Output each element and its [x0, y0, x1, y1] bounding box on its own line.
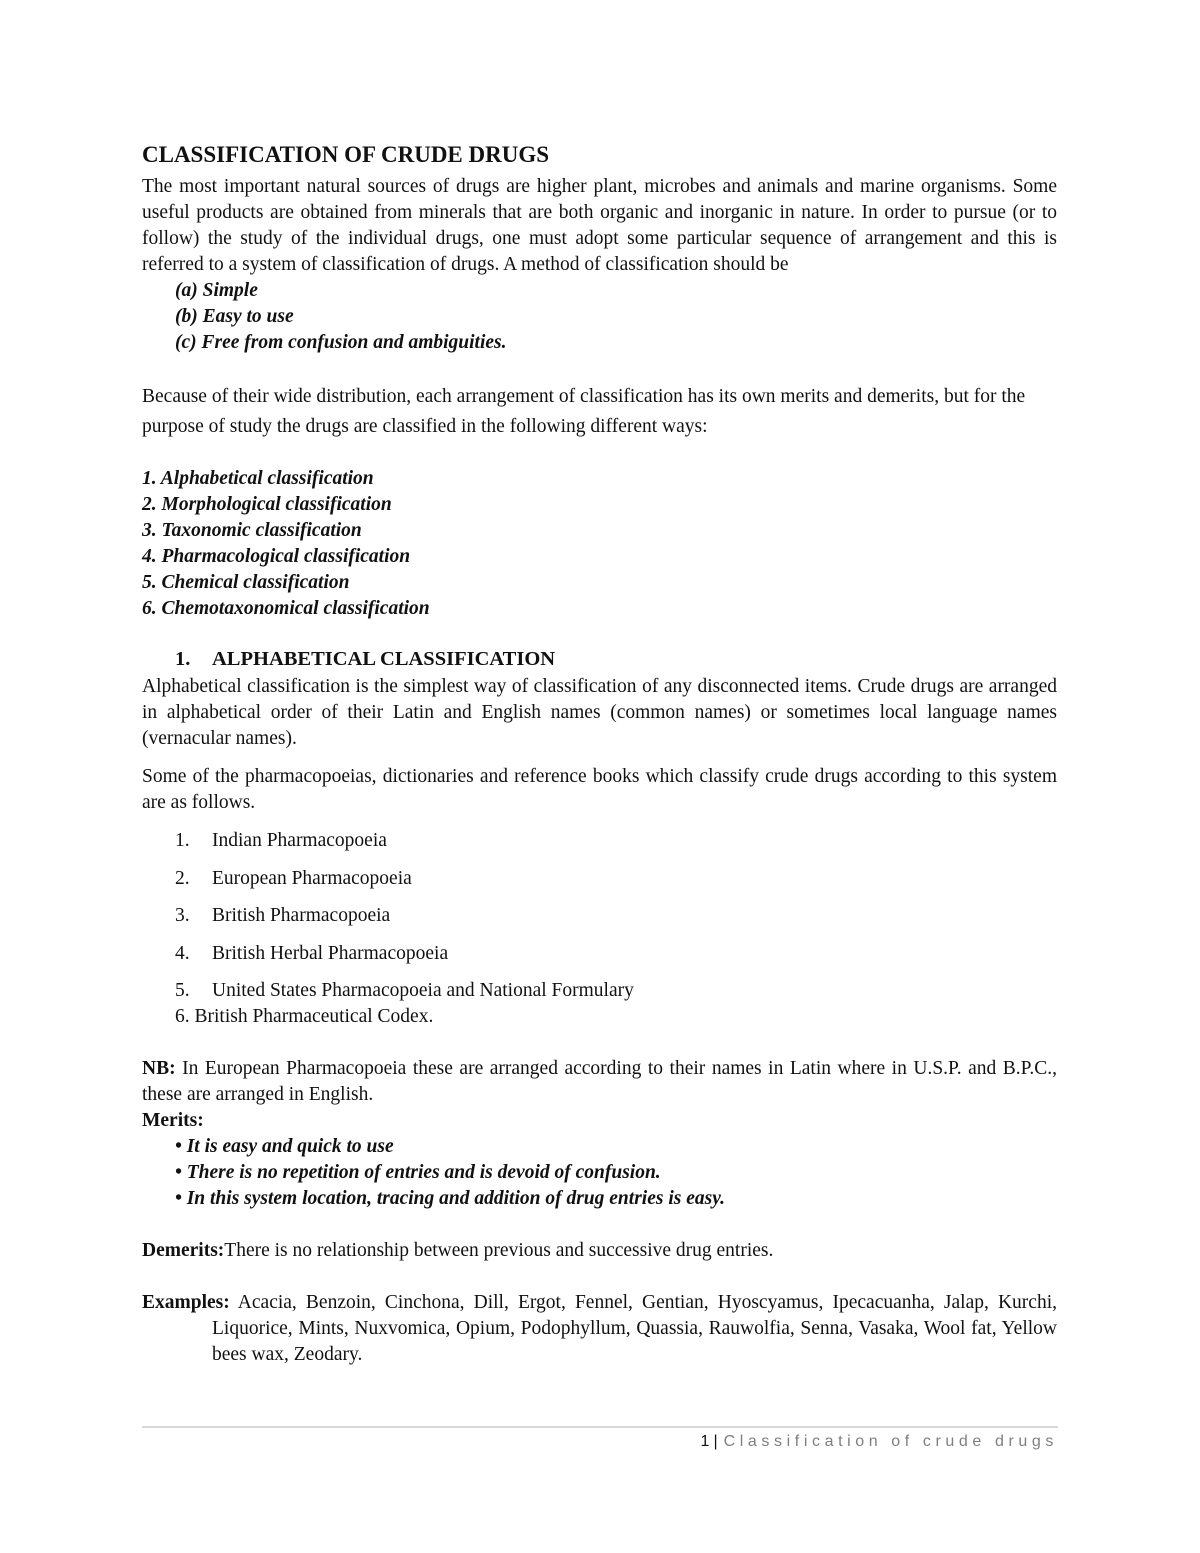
demerits-paragraph — [142, 1238, 1057, 1264]
section-heading — [142, 644, 1057, 674]
document-page — [142, 140, 1057, 1368]
examples-text: Acacia, Benzoin, Cinchona, Dill, Ergot, Fennel, Gentian, Hyoscyamus, Ipecacuanha, Jalap, Kurchi, Liquorice, Mints, Nuxvomica, Opium, Podophyllum, Quassia, Rauwolfia, Senna, Vasaka, Wool fat, Yellow bees wax, Zeodary. — [212, 1292, 1057, 1365]
nb-label: NB: — [142, 1058, 176, 1079]
list-item: 6. British Pharmaceutical Codex. — [175, 1006, 434, 1027]
list-text: British Pharmacopoeia — [212, 905, 391, 926]
criteria-list — [142, 278, 1057, 356]
section-paragraph: Some of the pharmacopoeias, dictionaries and reference books which classify crude drugs according to this system are as follows. — [142, 766, 1057, 813]
examples-paragraph — [142, 1290, 1057, 1368]
merit-item: • In this system location, tracing and addition of drug entries is easy. — [175, 1188, 725, 1209]
way-item: 4. Pharmacological classification — [142, 546, 411, 567]
way-item: 3. Taxonomic classification — [142, 520, 362, 541]
merits-label: Merits: — [142, 1110, 204, 1131]
criteria-item: (c) Free from confusion and ambiguities. — [175, 332, 507, 353]
list-number: 4. — [175, 942, 190, 964]
page-footer — [701, 1433, 1058, 1451]
list-number: 3. — [175, 905, 190, 926]
list-item — [142, 978, 1057, 1004]
pharmacopoeia-list — [142, 828, 1057, 1030]
way-item: 6. Chemotaxonomical classification — [142, 598, 430, 619]
distribution-paragraph: Because of their wide distribution, each arrangement of classification has its own merits and demerits, but for the purpose of study the drugs are classified in the following different ways: — [142, 386, 1026, 437]
examples-label: Examples: — [142, 1292, 230, 1313]
merit-item: • There is no repetition of entries and is devoid of confusion. — [175, 1162, 661, 1183]
footer-separator: | — [713, 1433, 718, 1450]
footer-divider — [142, 1426, 1058, 1428]
nb-paragraph — [142, 1056, 1057, 1108]
list-text: European Pharmacopoeia — [212, 867, 412, 889]
criteria-item: (b) Easy to use — [175, 306, 294, 327]
list-text: United States Pharmacopoeia and National Formulary — [212, 980, 634, 1001]
list-item — [142, 866, 1057, 892]
list-number: 1. — [175, 830, 190, 851]
nb-text: In European Pharmacopoeia these are arranged according to their names in Latin where in U.S.P. and B.P.C., these are arranged in English. — [142, 1058, 1057, 1105]
merits-list — [142, 1134, 1057, 1212]
merit-item: • It is easy and quick to use — [175, 1136, 394, 1157]
list-text: British Herbal Pharmacopoeia — [212, 942, 449, 964]
way-item: 2. Morphological classification — [142, 494, 392, 515]
demerits-label: Demerits: — [142, 1240, 225, 1261]
page-number: 1 — [700, 1433, 710, 1450]
footer-text: Classification of crude drugs — [723, 1433, 1058, 1450]
list-text: Indian Pharmacopoeia — [212, 830, 387, 851]
list-number: 5. — [175, 980, 190, 1001]
classification-ways-list — [142, 466, 1057, 622]
page-title: CLASSIFICATION OF CRUDE DRUGS — [142, 142, 550, 167]
way-item: 1. Alphabetical classification — [142, 468, 374, 489]
section-number: 1. — [175, 648, 191, 670]
list-item — [142, 941, 1057, 967]
way-item: 5. Chemical classification — [142, 572, 350, 593]
criteria-item: (a) Simple — [175, 280, 258, 301]
intro-paragraph: The most important natural sources of drugs are higher plant, microbes and animals and marine organisms. Some useful products are obtained from minerals that are both organic and inorganic in nature. In order to pursue (or to follow) the study of the individual drugs, one must adopt some particular sequence of arrangement and this is referred to a system of classification of drugs. A method of classification should be — [142, 176, 1057, 275]
section-title: ALPHABETICAL CLASSIFICATION — [212, 648, 556, 670]
list-item — [142, 903, 1057, 929]
section-paragraph: Alphabetical classification is the simplest way of classification of any disconnected items. Crude drugs are arranged in alphabetical order of their Latin and English names (common names) or sometimes local language names (vernacular names). — [142, 676, 1057, 749]
list-item — [142, 828, 1057, 854]
list-number: 2. — [175, 867, 190, 889]
demerits-text: There is no relationship between previous and successive drug entries. — [224, 1240, 774, 1261]
